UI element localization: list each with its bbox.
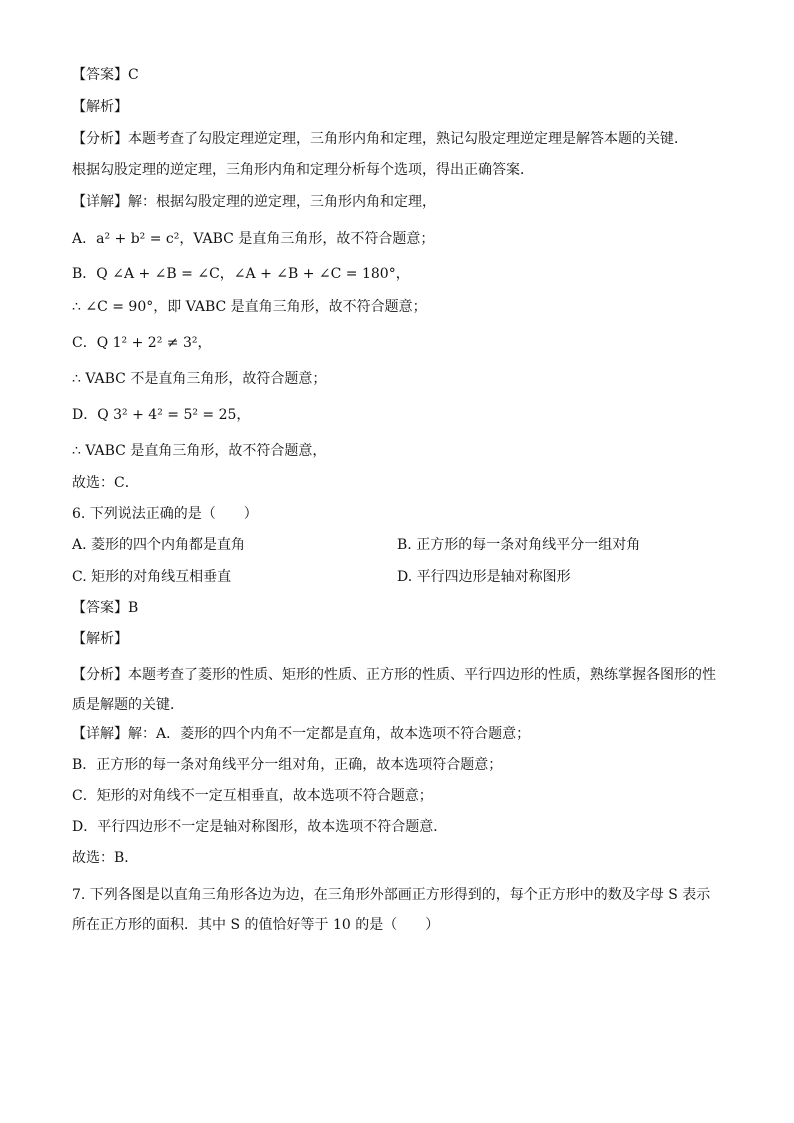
q5-line-c2: ∴ VABC 不是直角三角形，故符合题意；: [72, 371, 327, 387]
q6-option-d: D. 平行四边形是轴对称图形: [397, 569, 571, 585]
q6-option-b: B. 正方形的每一条对角线平分一组对角: [397, 537, 641, 553]
q5-intro: 根据勾股定理的逆定理，三角形内角和定理分析每个选项，得出正确答案．: [72, 162, 534, 178]
q6-detail-d: D．平行四边形不一定是轴对称图形，故本选项不符合题意．: [72, 819, 448, 835]
q6-answer: 【答案】B: [72, 600, 139, 616]
q5-analysis-title: 【解析】: [72, 99, 128, 115]
q6-stem: 6. 下列说法正确的是（ ）: [72, 506, 258, 522]
q5-line-d: D．Q 3² + 4² = 5² = 25，: [72, 407, 251, 423]
q6-fenxi: 【分析】本题考查了菱形的性质、矩形的性质、正方形的性质、平行四边形的性质，熟练掌握各图形的性质是解题的关键．: [72, 667, 716, 713]
q6-analysis-title: 【解析】: [72, 631, 128, 647]
q6-conclusion: 故选：B．: [72, 850, 139, 866]
q6-option-a: A. 菱形的四个内角都是直角: [72, 537, 246, 553]
q5-line-c: C．Q 1² + 2² ≠ 3²，: [72, 335, 212, 351]
q5-detail: 【详解】解：根据勾股定理的逆定理，三角形内角和定理，: [72, 194, 436, 210]
q5-conclusion: 故选：C．: [72, 475, 139, 491]
q5-answer: 【答案】C: [72, 67, 139, 83]
q5-line-d2: ∴ VABC 是直角三角形，故不符合题意，: [72, 443, 327, 459]
q6-detail-a: 【详解】解：A．菱形的四个内角不一定都是直角，故本选项不符合题意；: [72, 726, 531, 742]
q6-detail-b: B．正方形的每一条对角线平分一组对角，正确，故本选项符合题意；: [72, 757, 503, 773]
q6-detail-c: C．矩形的对角线不一定互相垂直，故本选项不符合题意；: [72, 788, 433, 804]
q5-line-b: B．Q ∠A + ∠B = ∠C，∠A + ∠B + ∠C = 180°，: [72, 266, 410, 282]
q5-line-b2: ∴ ∠C = 90°，即 VABC 是直角三角形，故不符合题意；: [72, 299, 427, 315]
q5-line-a: A．a² + b² = c²，VABC 是直角三角形，故不符合题意；: [72, 231, 435, 247]
q5-fenxi: 【分析】本题考查了勾股定理逆定理，三角形内角和定理，熟记勾股定理逆定理是解答本题的关键．: [72, 131, 688, 147]
q7-stem: 7. 下列各图是以直角三角形各边为边，在三角形外部画正方形得到的，每个正方形中的数及字母 S 表示所在正方形的面积．其中 S 的值恰好等于 10 的是（ ）: [72, 887, 711, 933]
q6-option-c: C. 矩形的对角线互相垂直: [72, 569, 232, 585]
